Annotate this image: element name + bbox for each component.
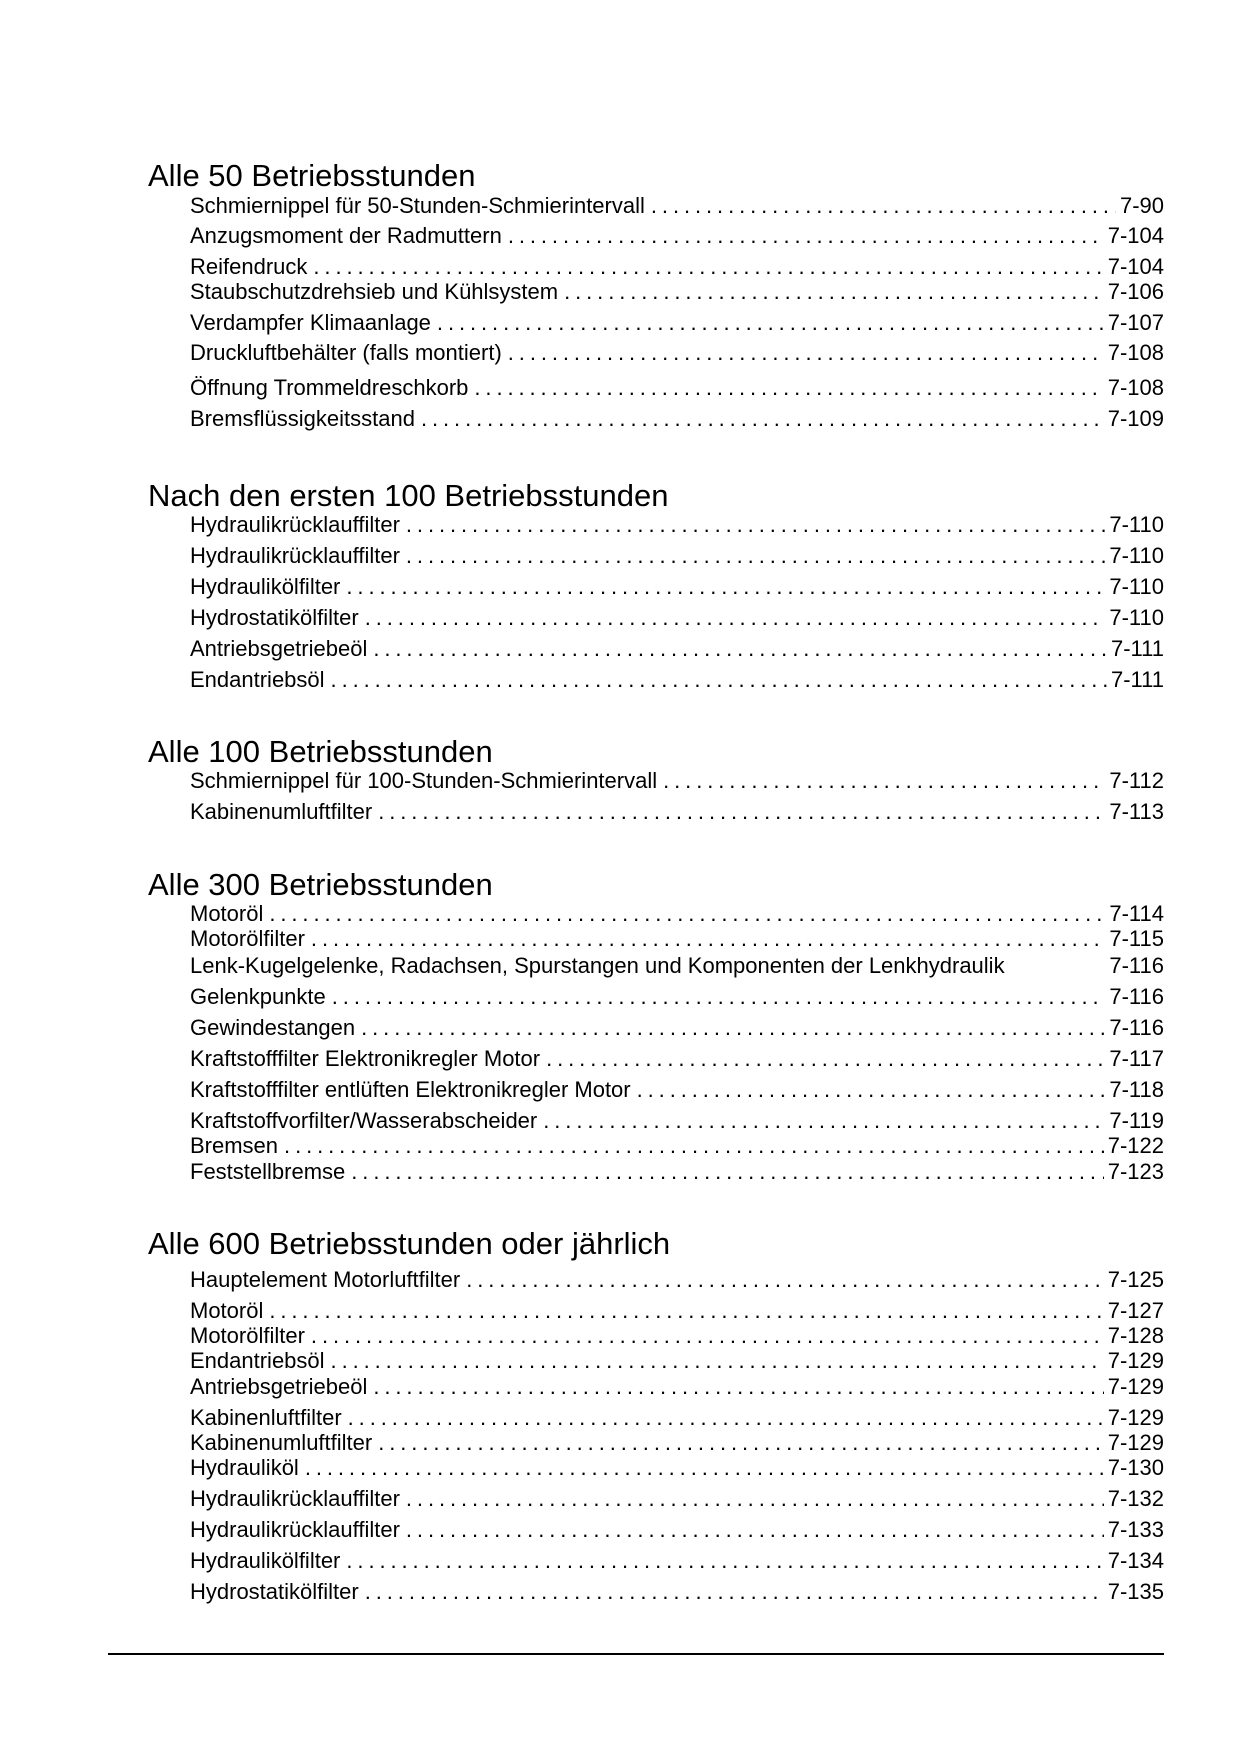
toc-entry-title: Hydraulikölfilter	[190, 574, 341, 599]
toc-entry-title: Öffnung Trommeldreschkorb	[190, 375, 469, 400]
toc-entry-page: 7-116	[1109, 984, 1164, 1009]
toc-entry[interactable]	[190, 1579, 1164, 1605]
toc-entry[interactable]	[190, 1323, 1164, 1349]
toc-entry-page: 7-134	[1107, 1548, 1164, 1573]
dot-leader	[543, 1108, 1105, 1134]
toc-entry[interactable]	[190, 254, 1164, 280]
toc-entry[interactable]	[190, 1015, 1164, 1041]
dot-leader	[331, 667, 1107, 693]
dot-leader	[284, 1133, 1104, 1159]
toc-entry-page: 7-108	[1107, 340, 1164, 365]
toc-entry-page: 7-109	[1107, 406, 1164, 431]
toc-entry-title: Hydraulikölfilter	[190, 1548, 341, 1573]
toc-entry-title: Motorölfilter	[190, 926, 305, 951]
toc-entry-page: 7-133	[1107, 1517, 1164, 1542]
toc-entry-title: Hydraulikrücklauffilter	[190, 1517, 400, 1542]
dot-leader	[269, 901, 1105, 927]
dot-leader	[378, 1430, 1104, 1456]
toc-section	[148, 1226, 1164, 1262]
toc-entry[interactable]	[190, 1517, 1164, 1543]
dot-leader	[365, 605, 1106, 631]
toc-entry-page: 7-127	[1107, 1298, 1164, 1323]
toc-entry-title: Kraftstofffilter Elektronikregler Motor	[190, 1046, 541, 1071]
toc-entry[interactable]	[190, 1430, 1164, 1456]
toc-entry-page: 7-110	[1109, 512, 1164, 537]
dot-leader	[378, 799, 1105, 825]
toc-entry-page: 7-111	[1110, 636, 1164, 661]
toc-entry-page: 7-116	[1109, 953, 1164, 978]
toc-entry[interactable]	[190, 1348, 1164, 1374]
toc-entry-title: Endantriebsöl	[190, 1348, 325, 1373]
toc-entry-page: 7-122	[1107, 1133, 1164, 1158]
toc-entry-page: 7-132	[1107, 1486, 1164, 1511]
dot-leader	[311, 1323, 1104, 1349]
dot-leader	[421, 406, 1104, 432]
dot-leader	[348, 1405, 1104, 1431]
toc-entry-page: 7-128	[1107, 1323, 1164, 1348]
toc-entry-title: Motoröl	[190, 901, 264, 926]
toc-entry[interactable]	[190, 667, 1164, 693]
toc-entry-title: Bremsen	[190, 1133, 279, 1158]
toc-entry-title: Reifendruck	[190, 254, 308, 279]
toc-entry-title: Kraftstoffvorfilter/Wasserabscheider	[190, 1108, 538, 1133]
dot-leader	[637, 1077, 1106, 1103]
toc-entry-title: Verdampfer Klimaanlage	[190, 310, 431, 335]
dot-leader	[361, 1015, 1105, 1041]
toc-entry[interactable]	[190, 375, 1164, 401]
dot-leader	[508, 223, 1104, 249]
toc-entry[interactable]	[190, 512, 1164, 538]
dot-leader	[373, 636, 1107, 662]
toc-entry[interactable]	[190, 1159, 1164, 1185]
dot-leader	[663, 768, 1105, 794]
dot-leader	[406, 1486, 1104, 1512]
toc-entry-title: Schmiernippel für 50-Stunden-Schmierintervall	[190, 193, 645, 218]
toc-section	[148, 158, 1164, 194]
dot-leader	[406, 512, 1105, 538]
toc-entry-title: Kabinenumluftfilter	[190, 1430, 373, 1455]
toc-entry-title: Hydrauliköl	[190, 1455, 299, 1480]
toc-entry-page: 7-123	[1107, 1159, 1164, 1184]
dot-leader	[313, 254, 1103, 280]
dot-leader	[406, 543, 1105, 569]
toc-entry-title: Hydraulikrücklauffilter	[190, 512, 400, 537]
toc-entry[interactable]	[190, 953, 1164, 979]
toc-entry[interactable]	[190, 543, 1164, 569]
toc-entry-page: 7-119	[1109, 1108, 1164, 1133]
toc-entry-title: Gewindestangen	[190, 1015, 356, 1040]
footer-rule	[108, 1653, 1164, 1655]
toc-entry-page: 7-129	[1107, 1405, 1164, 1430]
dot-leader	[332, 984, 1106, 1010]
toc-entry-page: 7-117	[1109, 1046, 1164, 1071]
toc-entry[interactable]	[190, 1077, 1164, 1103]
dot-leader	[651, 193, 1116, 219]
toc-entry[interactable]	[190, 1405, 1164, 1431]
toc-entry-page: 7-111	[1110, 667, 1164, 692]
dot-leader	[474, 375, 1103, 401]
toc-entry[interactable]	[190, 1046, 1164, 1072]
toc-entry-title: Hydrostatikölfilter	[190, 1579, 359, 1604]
section-heading: Alle 50 Betriebsstunden	[148, 158, 476, 193]
dot-leader	[508, 340, 1104, 366]
toc-entry[interactable]	[190, 279, 1164, 305]
toc-entry-title: Motoröl	[190, 1298, 264, 1323]
dot-leader	[331, 1348, 1104, 1374]
dot-leader	[546, 1046, 1105, 1072]
toc-entry[interactable]	[190, 768, 1164, 794]
toc-entry-title: Motorölfilter	[190, 1323, 305, 1348]
toc-entry[interactable]	[190, 1133, 1164, 1159]
toc-entry[interactable]	[190, 1108, 1164, 1134]
toc-entry-page: 7-110	[1109, 605, 1164, 630]
toc-entry-page: 7-116	[1109, 1015, 1164, 1040]
dot-leader	[373, 1374, 1103, 1400]
toc-section	[148, 478, 1164, 514]
toc-entry[interactable]	[190, 901, 1164, 927]
toc-entry-title: Antriebsgetriebeöl	[190, 636, 368, 661]
toc-entry[interactable]	[190, 310, 1164, 336]
dot-leader	[466, 1267, 1103, 1293]
dot-leader	[365, 1579, 1104, 1605]
toc-entry-page: 7-113	[1109, 799, 1164, 824]
toc-entry-title: Hydraulikrücklauffilter	[190, 543, 400, 568]
toc-entry-page: 7-125	[1107, 1267, 1164, 1292]
toc-entry-title: Gelenkpunkte	[190, 984, 326, 1009]
toc-entry-page: 7-129	[1107, 1348, 1164, 1373]
toc-entry[interactable]	[190, 193, 1164, 219]
toc-entry-title: Anzugsmoment der Radmuttern	[190, 223, 502, 248]
dot-leader	[346, 1548, 1103, 1574]
dot-leader	[351, 1159, 1103, 1185]
toc-entry-title: Kraftstofffilter entlüften Elektronikregler Motor	[190, 1077, 631, 1102]
dot-leader	[564, 279, 1104, 305]
toc-entry[interactable]	[190, 1267, 1164, 1293]
toc-entry[interactable]	[190, 1298, 1164, 1324]
toc-entry-page: 7-104	[1107, 223, 1164, 248]
toc-entry-page: 7-129	[1107, 1374, 1164, 1399]
toc-entry-title: Staubschutzdrehsieb und Kühlsystem	[190, 279, 559, 304]
toc-entry-title: Feststellbremse	[190, 1159, 346, 1184]
toc-entry-title: Bremsflüssigkeitsstand	[190, 406, 415, 431]
dot-leader	[305, 1455, 1104, 1481]
dot-leader	[311, 926, 1105, 952]
section-heading: Nach den ersten 100 Betriebsstunden	[148, 478, 669, 513]
toc-entry-title: Hauptelement Motorluftfilter	[190, 1267, 461, 1292]
toc-entry-page: 7-114	[1109, 901, 1164, 926]
toc-entry-page: 7-104	[1107, 254, 1164, 279]
toc-entry-title: Druckluftbehälter (falls montiert)	[190, 340, 502, 365]
section-heading: Alle 100 Betriebsstunden	[148, 734, 493, 769]
toc-entry[interactable]	[190, 605, 1164, 631]
section-heading: Alle 600 Betriebsstunden oder jährlich	[148, 1226, 671, 1261]
toc-entry-title: Endantriebsöl	[190, 667, 325, 692]
toc-entry[interactable]	[190, 1486, 1164, 1512]
toc-entry-title: Kabinenluftfilter	[190, 1405, 342, 1430]
toc-entry-page: 7-115	[1109, 926, 1164, 951]
toc-entry-page: 7-108	[1107, 375, 1164, 400]
section-heading: Alle 300 Betriebsstunden	[148, 867, 493, 902]
toc-entry[interactable]	[190, 574, 1164, 600]
dot-leader	[346, 574, 1105, 600]
toc-entry[interactable]	[190, 1374, 1164, 1400]
toc-entry[interactable]	[190, 1455, 1164, 1481]
toc-entry[interactable]	[190, 799, 1164, 825]
toc-entry-page: 7-118	[1109, 1077, 1164, 1102]
toc-entry[interactable]	[190, 406, 1164, 432]
toc-entry-title: Hydrostatikölfilter	[190, 605, 359, 630]
toc-entry[interactable]	[190, 223, 1164, 249]
toc-entry-title: Schmiernippel für 100-Stunden-Schmierintervall	[190, 768, 658, 793]
toc-entry[interactable]	[190, 636, 1164, 662]
toc-entry[interactable]	[190, 1548, 1164, 1574]
dot-leader	[437, 310, 1104, 336]
toc-entry-title: Kabinenumluftfilter	[190, 799, 373, 824]
toc-entry-page: 7-110	[1109, 574, 1164, 599]
toc-entry-page: 7-112	[1109, 768, 1164, 793]
toc-entry[interactable]	[190, 926, 1164, 952]
toc-entry-title: Antriebsgetriebeöl	[190, 1374, 368, 1399]
toc-entry-page: 7-135	[1107, 1579, 1164, 1604]
toc-section	[148, 867, 1164, 903]
toc-entry[interactable]	[190, 984, 1164, 1010]
toc-entry[interactable]	[190, 340, 1164, 366]
toc-entry-title: Hydraulikrücklauffilter	[190, 1486, 400, 1511]
toc-entry-page: 7-107	[1107, 310, 1164, 335]
toc-entry-title: Lenk-Kugelgelenke, Radachsen, Spurstangen und Komponenten der Lenkhydraulik	[190, 953, 1005, 978]
toc-entry-page: 7-129	[1107, 1430, 1164, 1455]
toc-entry-page: 7-110	[1109, 543, 1164, 568]
dot-leader	[406, 1517, 1104, 1543]
toc-entry-page: 7-90	[1119, 193, 1164, 218]
dot-leader	[269, 1298, 1103, 1324]
toc-section	[148, 734, 1164, 770]
toc-entry-page: 7-130	[1107, 1455, 1164, 1480]
toc-entry-page: 7-106	[1107, 279, 1164, 304]
